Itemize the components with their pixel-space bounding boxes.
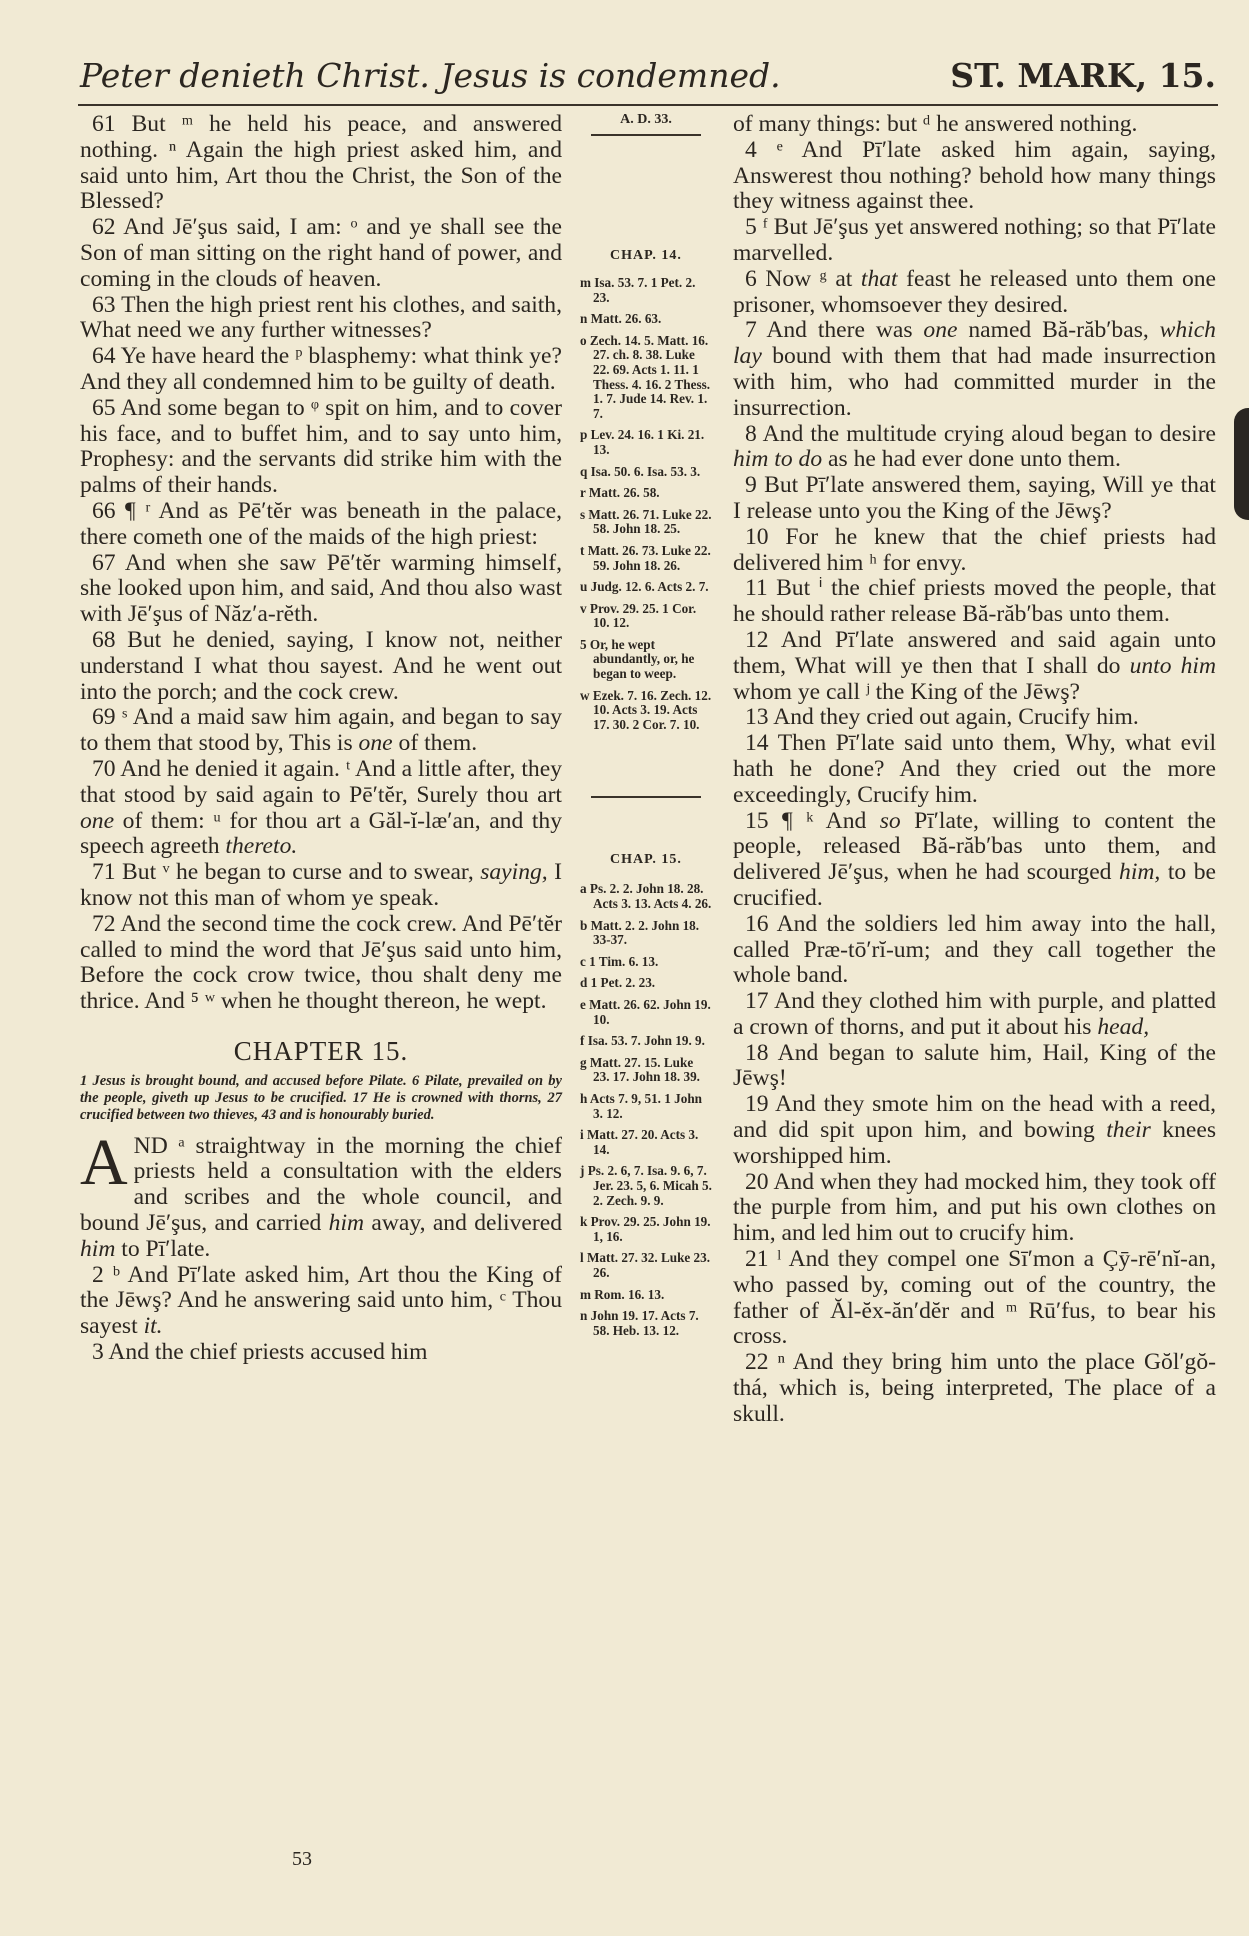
thumb-index-tab (1234, 408, 1249, 520)
chap-14-refs (580, 276, 712, 732)
verse-14-71: 71 But ᵛ he began to curse and to swear, saying, I know not this man of whom ye speak. (80, 859, 562, 911)
verse-14-65: 65 And some began to ᵠ spit on him, and to cover his face, and to buffet him, and to say unto him, Prophesy: and the servants did strike him with the palms of their hands. (80, 394, 562, 499)
verse-15-19: 19 And they smote him on the head with a reed, and did spit upon him, and bowing their knees worshipped him. (733, 1091, 1217, 1169)
center-reference-column (580, 112, 712, 1345)
cross-reference: t Matt. 26. 73. Luke 22. 59. John 18. 26. (580, 542, 711, 573)
cross-reference: v Prov. 29. 25. 1 Cor. 10. 12. (580, 600, 697, 631)
divider (591, 796, 701, 798)
page-number: 53 (292, 1848, 312, 1870)
verse-15-22: 22 ⁿ And they bring him unto the place Gŏl′gŏ-thá, which is, being interpreted, The place of a skull. (733, 1349, 1216, 1427)
verse-15-12: 12 And Pī′late answered and said again unto them, What will ye then that I shall do unto him whom ye call ʲ the King of the Jēwş? (733, 626, 1216, 705)
chap-15-heading: CHAP. 15. (610, 852, 682, 868)
cross-reference: k Prov. 29. 25. John 19. 1, 16. (580, 1214, 711, 1244)
cross-reference: m Isa. 53. 7. 1 Pet. 2. 23. (580, 275, 696, 305)
cross-reference: o Zech. 14. 5. Matt. 16. 27. ch. 8. 38. Luke 22. 69. Acts 1. 11. 1 Thess. 4. 16. 2 Thess. 1. 7. Jude 14. Rev. 1. 7. (580, 332, 711, 421)
verse-14-68: 68 But he denied, saying, I know not, neither understand I what thou sayest. And he went out into the porch; and the cock crew. (80, 626, 562, 705)
cross-reference: l Matt. 27. 32. Luke 23. 26. (580, 1250, 711, 1280)
cross-reference: m Rom. 16. 13. (580, 1286, 665, 1302)
cross-reference: d 1 Pet. 2. 23. (580, 975, 656, 991)
verse-15-17: 17 And they clothed him with purple, and platted a crown of thorns, and put it about his head, (733, 988, 1216, 1040)
left-text-column (80, 112, 562, 1366)
verse-15-8: 8 And the multitude crying aloud began to desire him to do as he had ever done unto them. (733, 420, 1216, 473)
verse-15-5: 5 ᶠ But Jē′şus yet answered nothing; so that Pī′late marvelled. (733, 214, 1216, 266)
verse-15-21: 21 ˡ And they compel one Sī′mon a Çȳ-rē′nĭ-an, who passed by, coming out of the country, the father of Ăl-ĕx-ăn′dĕr and ᵐ Rū′fus, to bear his cross. (733, 1246, 1216, 1350)
verse-15-4: 4 ᵉ And Pī′late asked him again, saying, Answerest thou nothing? behold how many things they witness against thee. (733, 136, 1216, 215)
chap-14-heading: CHAP. 14. (610, 248, 682, 263)
verse-14-66: 66 ¶ ʳ And as Pē′tĕr was beneath in the palace, there cometh one of the maids of the high priest: (80, 497, 562, 550)
cross-reference: n Matt. 26. 63. (580, 311, 662, 327)
divider (591, 134, 701, 136)
cross-reference: 5 Or, he wept abundantly, or, he began to weep. (580, 636, 695, 682)
cross-reference: b Matt. 2. 2. John 18. 33-37. (580, 917, 700, 948)
verse-15-20: 20 And when they had mocked him, they took off the purple from him, and put his own clothes on him, and led him out to crucify him. (733, 1168, 1216, 1247)
verse-15-7: 7 And there was one named Bă-răb′bas, which lay bound with them that had made insurrection with him, who had committed murder in the insurrection. (733, 317, 1216, 421)
verse-15-9: 9 But Pī′late answered them, saying, Will ye that I release unto you the King of the Jēwş? (733, 472, 1216, 524)
cross-reference: u Judg. 12. 6. Acts 2. 7. (580, 579, 709, 595)
cross-reference: n John 19. 17. Acts 7. 58. Heb. 13. 12. (580, 1308, 699, 1338)
cross-reference: q Isa. 50. 6. Isa. 53. 3. (580, 463, 701, 479)
verse-14-63: 63 Then the high priest rent his clothes, and saith, What need we any further witnesses? (80, 291, 562, 344)
verse-15-3: 3 And the chief priests accused him (92, 1339, 428, 1366)
verse-14-64: 64 Ye have heard the ᵖ blasphemy: what think ye? And they all condemned him to be guilty of death. (80, 343, 562, 395)
cross-reference: c 1 Tim. 6. 13. (580, 953, 659, 969)
verse-15-18: 18 And began to salute him, Hail, King of the Jēwş! (733, 1039, 1216, 1092)
chapter-15-title: CHAPTER 15. (233, 1035, 409, 1066)
chapter-15-summary: 1 Jesus is brought bound, and accused before Pilate. 6 Pilate, prevailed on by the people, giveth up Jesus to be crucified. 17 He is crowned with thorns, 27 crucified between two thieves, 43 and is honourably buried. (80, 1072, 562, 1123)
cross-reference: s Matt. 26. 71. Luke 22. 58. John 18. 25. (580, 506, 712, 537)
verse-15-2: 2 ᵇ And Pī′late asked him, Art thou the King of the Jēwş? And he answering said unto him, ᶜ Thou sayest it. (80, 1261, 562, 1340)
cross-reference: a Ps. 2. 2. John 18. 28. Acts 3. 13. Acts 4. 26. (580, 881, 712, 912)
cross-reference: p Lev. 24. 16. 1 Ki. 21. 13. (580, 427, 705, 457)
verse-15-16: 16 And the soldiers led him away into the hall, called Præ-tō′rĭ-um; and they call together the whole band. (733, 910, 1216, 989)
verse-15-11: 11 But ⁱ the chief priests moved the people, that he should rather release Bă-răb′bas unto them. (733, 575, 1216, 628)
verse-15-15: 15 ¶ ᵏ And so Pī′late, willing to content the people, released Bă-răb′bas unto them, and delivered Jē′şus, when he had scourged him, to be crucified. (733, 807, 1216, 911)
cross-reference: f Isa. 53. 7. John 19. 9. (580, 1033, 705, 1049)
verse-15-1: AND ᵃ straightway in the morning the chief priests held a consultation with the elders and scribes and the whole council, and bound Jē′şus, and carried him away, and delivered him to Pī′late. (80, 1125, 562, 1262)
cross-reference: g Matt. 27. 15. Luke 23. 17. John 18. 39. (580, 1054, 700, 1085)
cross-reference: j Ps. 2. 6, 7. Isa. 9. 6, 7. Jer. 23. 5, 6. Micah 5. 2. Zech. 9. 9. (580, 1163, 712, 1208)
header-left-title: Peter denieth Christ. Jesus is condemned. (80, 56, 781, 95)
cross-reference: r Matt. 26. 58. (580, 485, 660, 501)
header-book-chapter: ST. MARK, 15. (950, 56, 1216, 95)
cross-reference: e Matt. 26. 62. John 19. 10. (580, 997, 711, 1027)
verse-14-67: 67 And when she saw Pē′tĕr warming himself, she looked upon him, and said, And thou also wast with Jē′şus of Năz′a-rĕth. (80, 549, 562, 628)
anno-domini-label: A. D. 33. (620, 112, 672, 127)
right-text-column (733, 112, 1216, 1428)
verse-15-6: 6 Now ᵍ at that feast he released unto them one prisoner, whomsoever they desired. (733, 265, 1217, 318)
drop-cap: A (80, 1125, 128, 1199)
cross-reference: w Ezek. 7. 16. Zech. 12. 10. Acts 3. 19. Acts 17. 30. 2 Cor. 7. 10. (580, 687, 712, 732)
running-header (78, 50, 1218, 106)
chap-15-refs (580, 882, 712, 1338)
verse-14-70: 70 And he denied it again. ᵗ And a little after, they that stood by said again to Pē′tĕr, Surely thou art one of them: ᵘ for thou art a Găl-ĭ-læ′an, and thy speech agreeth thereto. (80, 755, 562, 860)
verse-14-72: 72 And the second time the cock crew. And Pē′tĕr called to mind the word that Jē′şus said unto him, Before the cock crow twice, thou shalt deny me thrice. And ⁵ ʷ when he thought thereon, he wept. (80, 910, 562, 1015)
verse-14-61: 61 But ᵐ he held his peace, and answered nothing. ⁿ Again the high priest asked him, and said unto him, Art thou the Christ, the Son of the Blessed? (80, 111, 562, 215)
verse-15-10: 10 For he knew that the chief priests had delivered him ʰ for envy. (733, 523, 1216, 576)
verse-15-3-cont: of many things: but ᵈ he answered nothing. (733, 111, 1138, 137)
verse-14-69: 69 ˢ And a maid saw him again, and began to say to them that stood by, This is one of them. (80, 704, 562, 757)
cross-reference: i Matt. 27. 20. Acts 3. 14. (580, 1127, 699, 1157)
verse-14-62: 62 And Jē′şus said, I am: ᵒ and ye shall see the Son of man sitting on the right hand of power, and coming in the clouds of heaven. (80, 214, 562, 292)
verse-15-14: 14 Then Pī′late said unto them, Why, what evil hath he done? And they cried out the more exceedingly, Crucify him. (733, 730, 1216, 808)
verse-15-13: 13 And they cried out again, Crucify him. (745, 704, 1139, 731)
cross-reference: h Acts 7. 9, 51. 1 John 3. 12. (580, 1090, 703, 1121)
